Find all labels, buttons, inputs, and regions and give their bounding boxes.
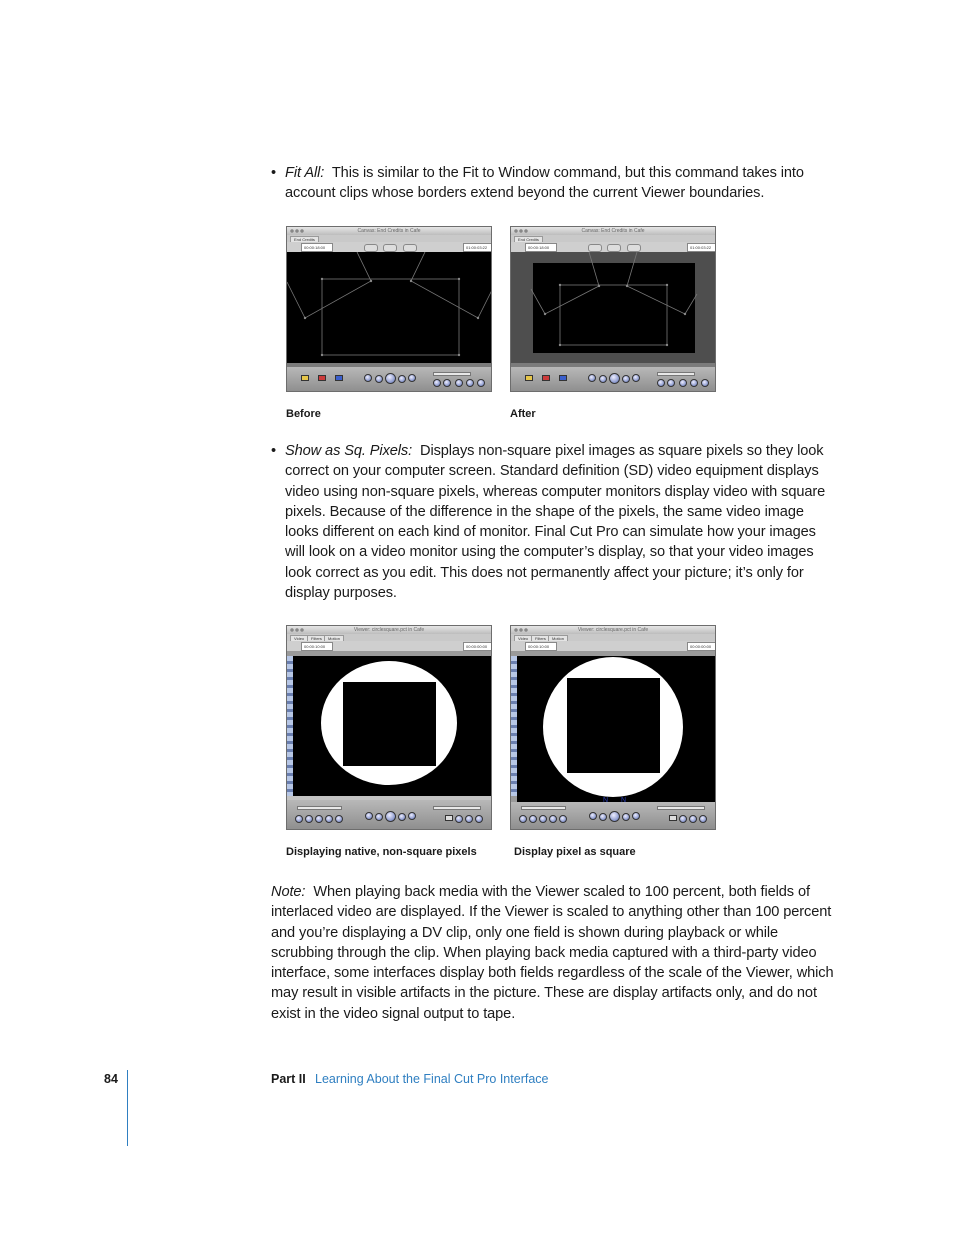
next-edit-icon	[398, 375, 406, 383]
window-titlebar	[511, 227, 715, 235]
control-bar	[511, 242, 715, 252]
video-area	[511, 252, 715, 363]
jog-icon	[295, 815, 303, 823]
tab-bar	[511, 634, 715, 641]
play-icon	[609, 811, 620, 822]
caption-square: Display pixel as square	[514, 846, 636, 858]
note-line-4: scrubbing through the clip. When playing back media captured with a third-party video	[271, 944, 817, 961]
play-around-icon	[408, 374, 416, 382]
view-popup-icon	[383, 244, 397, 252]
zoom-popup-icon	[364, 244, 378, 252]
bullet-fit-all: •	[271, 165, 277, 181]
wireframe-overlay	[287, 252, 492, 363]
jog-left-icon	[667, 379, 675, 387]
mark-out-icon	[689, 815, 697, 823]
show-as-sq-pixels-paragraph	[285, 441, 845, 603]
mark-icon	[669, 815, 677, 821]
viewer-screenshot-square	[510, 625, 716, 830]
tab-motion: Motion	[324, 635, 344, 642]
mark-clip-icon	[301, 375, 309, 381]
page-number: 84	[104, 1072, 118, 1086]
note-line-1: When playing back media with the Viewer scaled to 100 percent, both fields of	[313, 884, 810, 900]
timecode-duration: 00:00:10:00	[525, 642, 557, 651]
window-titlebar	[287, 626, 491, 634]
add-keyframe-icon	[559, 375, 567, 381]
transport-controls	[511, 367, 715, 391]
show-as-sq-pixels-term: Show as Sq. Pixels:	[285, 443, 413, 459]
control-bar	[287, 641, 491, 651]
mark-in-icon	[466, 379, 474, 387]
sq-pixels-line-4: pixels. Because of the difference in the shape of the pixels, the same video image	[285, 503, 804, 520]
video-area	[293, 656, 491, 796]
fit-all-term: Fit All:	[285, 165, 325, 181]
jog-icon	[325, 815, 333, 823]
window-titlebar	[287, 227, 491, 235]
play-icon	[385, 811, 396, 822]
transport-controls	[287, 367, 491, 391]
timecode-duration: 00:00:18:00	[525, 243, 557, 252]
note-line-7: exist in the video signal output to tape.	[271, 1005, 516, 1022]
footer-chapter-link[interactable]: Learning About the Final Cut Pro Interface	[315, 1072, 549, 1086]
sq-pixels-line-3: video using non-square pixels, whereas computer monitors display video with square	[285, 483, 826, 500]
timecode-current: 00:00:00:00	[463, 642, 492, 651]
zoom-popup-icon	[588, 244, 602, 252]
window-title: Viewer: circlesquare.pct in Cafe	[353, 627, 425, 633]
match-frame-icon	[433, 379, 441, 387]
shuttle-control	[297, 806, 342, 810]
timecode-duration: 00:00:18:00	[301, 243, 333, 252]
timecode-current: 00:00:00:00	[687, 642, 716, 651]
jog-icon	[519, 815, 527, 823]
shuttle-control	[521, 806, 566, 810]
control-bar	[511, 641, 715, 651]
jog-icon	[529, 815, 537, 823]
sq-pixels-line-1: Displays non-square pixel images as square pixels so they look	[420, 443, 824, 459]
timecode-current: 01:00:03:22	[687, 243, 716, 252]
note-line-3: and you’re displaying a DV clip, only one field is shown during playback or while	[271, 924, 779, 941]
sq-pixels-line-7: look correct as you edit. This does not permanently affect your picture; it’s only for	[285, 564, 804, 581]
jog-left-icon	[443, 379, 451, 387]
jog-right-icon	[679, 379, 687, 387]
mark-in-icon	[679, 815, 687, 823]
caption-before: Before	[286, 408, 321, 420]
add-marker-icon	[542, 375, 550, 381]
previous-edit-icon	[599, 375, 607, 383]
jog-right-icon	[455, 379, 463, 387]
sq-pixels-line-8: display purposes.	[285, 585, 397, 602]
sq-pixels-line-5: looks different on each kind of monitor. Final Cut Pro can simulate how your images	[285, 524, 816, 541]
timecode-current: 01:00:03:22	[463, 243, 492, 252]
jog-icon	[549, 815, 557, 823]
sq-pixels-line-6: will look on a video monitor using the computer’s display, so that your video images	[285, 544, 814, 561]
previous-edit-icon	[589, 812, 597, 820]
window-title: Canvas: End Credits in Cafe	[581, 228, 645, 234]
caption-after: After	[510, 408, 536, 420]
add-marker-icon	[318, 375, 326, 381]
wireframe-overlay	[511, 252, 716, 363]
transport-controls	[287, 800, 491, 829]
tab-video: Video	[290, 635, 308, 642]
mark-clip-icon	[525, 375, 533, 381]
tab-end-credits: End Credits	[514, 236, 543, 243]
jog-icon	[305, 815, 313, 823]
play-in-out-icon	[364, 374, 372, 382]
play-icon	[609, 373, 620, 384]
tab-bar	[511, 235, 715, 242]
play-in-out-icon	[375, 813, 383, 821]
note-paragraph	[271, 882, 846, 1024]
window-titlebar	[511, 626, 715, 634]
svg-text:N: N	[603, 797, 609, 802]
match-frame-icon	[657, 379, 665, 387]
play-around-icon	[408, 812, 416, 820]
shuttle-control	[433, 372, 471, 376]
mark-icon	[445, 815, 453, 821]
mark-in-icon	[455, 815, 463, 823]
tab-bar	[287, 235, 491, 242]
jog-icon	[315, 815, 323, 823]
fit-all-line-1: This is similar to the Fit to Window command, but this command takes into	[331, 165, 804, 181]
marker-icon	[475, 815, 483, 823]
tab-video: Video	[514, 635, 532, 642]
marker-icon	[699, 815, 707, 823]
mark-out-icon	[477, 379, 485, 387]
next-edit-icon	[622, 813, 630, 821]
tab-bar	[287, 634, 491, 641]
canvas-screenshot-after	[510, 226, 716, 392]
shuttle-control	[657, 806, 705, 810]
shuttle-control	[433, 806, 481, 810]
svg-text:N: N	[621, 797, 627, 802]
footer-divider	[127, 1070, 128, 1146]
fit-all-line-2: account clips whose borders extend beyond the current Viewer boundaries.	[285, 185, 765, 202]
note-label: Note:	[271, 884, 306, 900]
overlay-popup-icon	[403, 244, 417, 252]
circle-square-image	[293, 656, 492, 796]
tab-motion: Motion	[548, 635, 568, 642]
sq-pixels-line-2: correct on your computer screen. Standard definition (SD) video equipment displays	[285, 463, 819, 480]
play-around-icon	[632, 812, 640, 820]
video-area	[287, 252, 491, 363]
jog-icon	[539, 815, 547, 823]
next-edit-icon	[622, 375, 630, 383]
tab-filters: Filters	[307, 635, 326, 642]
play-in-out-icon	[588, 374, 596, 382]
window-title: Canvas: End Credits in Cafe	[357, 228, 421, 234]
tab-end-credits: End Credits	[290, 236, 319, 243]
mark-out-icon	[701, 379, 709, 387]
video-area	[517, 656, 715, 802]
timecode-duration: 00:00:10:00	[301, 642, 333, 651]
view-popup-icon	[607, 244, 621, 252]
footer-part-label: Part II	[271, 1072, 306, 1086]
mark-out-icon	[465, 815, 473, 823]
previous-edit-icon	[375, 375, 383, 383]
fit-all-paragraph	[285, 163, 845, 204]
bullet-show-as-sq-pixels: •	[271, 443, 277, 459]
jog-icon	[559, 815, 567, 823]
add-keyframe-icon	[335, 375, 343, 381]
control-bar	[287, 242, 491, 252]
tab-filters: Filters	[531, 635, 550, 642]
circle-square-image	[517, 656, 716, 802]
play-in-out-icon	[599, 813, 607, 821]
next-edit-icon	[398, 813, 406, 821]
mark-in-icon	[690, 379, 698, 387]
play-icon	[385, 373, 396, 384]
previous-edit-icon	[365, 812, 373, 820]
jog-icon	[335, 815, 343, 823]
note-line-5: interface, some interfaces display both fields regardless of the scale of the Viewer, which	[271, 965, 834, 982]
canvas-screenshot-before	[286, 226, 492, 392]
caption-non-square: Displaying native, non-square pixels	[286, 846, 477, 858]
note-line-2: interlaced video are displayed. If the Viewer is scaled to anything other than 100 percent	[271, 904, 832, 921]
viewer-screenshot-non-square	[286, 625, 492, 830]
transport-controls	[511, 802, 715, 829]
overlay-popup-icon	[627, 244, 641, 252]
play-around-icon	[632, 374, 640, 382]
note-line-6: may result in visible artifacts in the picture. These are display artifacts only, and do not	[271, 985, 817, 1002]
window-title: Viewer: circlesquare.pct in Cafe	[577, 627, 649, 633]
shuttle-control	[657, 372, 695, 376]
